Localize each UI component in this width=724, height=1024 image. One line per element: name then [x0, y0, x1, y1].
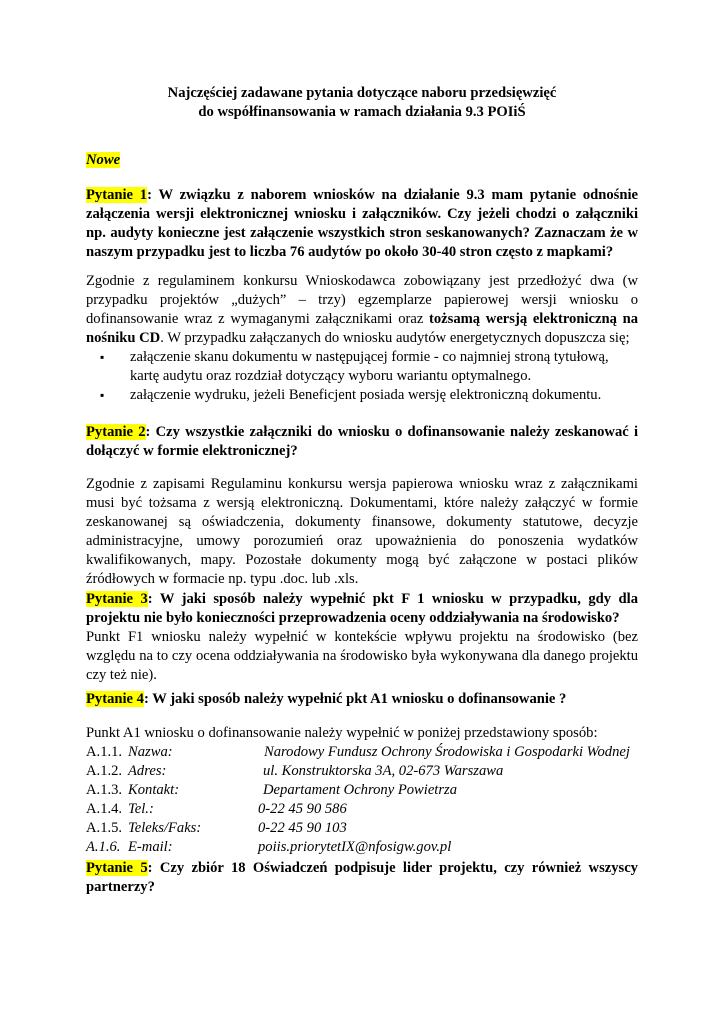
- question-4-text: W jaki sposób należy wypełnić pkt A1 wniosku o dofinansowanie ?: [152, 691, 567, 707]
- row-field: E-mail:: [128, 839, 173, 855]
- question-2-text: Czy wszystkie załączniki do wniosku o dofinansowanie należy zeskanować i dołączyć w formie elektronicznej?: [86, 424, 638, 459]
- answer-3: Punkt F1 wniosku należy wypełnić w kontekście wpływu projektu na środowisko (bez względu na to czy ocena oddziaływania na środowisko była wykonywana dla danego projektu czy też nie).: [86, 629, 638, 683]
- question-5-label: Pytanie 5: [86, 860, 148, 876]
- row-field: Tel.:: [128, 801, 154, 817]
- row-value: ul. Konstruktorska 3A, 02-673 Warszawa: [263, 763, 504, 779]
- question-2: Pytanie 2: Czy wszystkie załączniki do wniosku o dofinansowanie należy zeskanować i dołączyć w formie elektronicznej?: [86, 424, 638, 459]
- question-3-label: Pytanie 3: [86, 591, 148, 607]
- question-1: Pytanie 1: W związku z naborem wniosków na działanie 9.3 mam pytanie odnośnie załączenia wersji elektronicznej wniosku i załączników. Czy jeżeli chodzi o załączniki np. audyty konieczne jest załączenie wszystkich stron seskanowanych? Zaznaczam że w naszym przypadku jest to liczba 76 audytów po około 30-40 stron często z mapkami?: [86, 187, 638, 260]
- bullet-item: ▪ załączenie wydruku, jeżeli Beneficjent posiada wersję elektroniczną dokumentu.: [86, 386, 638, 405]
- answer-4: [86, 724, 638, 857]
- question-1-text: W związku z naborem wniosków na działanie 9.3 mam pytanie odnośnie załączenia wersji elektronicznej wniosku i załączników. Czy jeżeli chodzi o załączniki np. audyty konieczne jest załączenie wszystkich stron seskanowanych? Zaznaczam że w naszym przypadku jest to liczba 76 audytów po około 30-40 stron często z mapkami?: [86, 187, 638, 260]
- question-3: Pytanie 3: W jaki sposób należy wypełnić pkt F 1 wniosku w przypadku, gdy dla projektu nie było konieczności przeprowadzenia oceny oddziaływania na środowisko?: [86, 591, 639, 626]
- a1-row: [86, 743, 638, 762]
- question-4-label: Pytanie 4: [86, 691, 144, 707]
- answer-1-bold: tożsamą wersją elektroniczną na nośniku CD: [86, 311, 638, 346]
- row-number: A.1.6.: [86, 839, 121, 855]
- answer-4-intro: Punkt A1 wniosku o dofinansowanie należy wypełnić w poniżej przedstawiony sposób:: [86, 725, 598, 741]
- row-value: poiis.priorytetIX@nfosigw.gov.pl: [258, 839, 452, 855]
- row-number: A.1.1.: [86, 744, 123, 760]
- a1-row: [86, 762, 638, 781]
- row-number: A.1.2.: [86, 763, 123, 779]
- bullet-item: ▪ załączenie skanu dokumentu w następującej formie - co najmniej stroną tytułową, kartę audytu oraz rozdział dotyczący wyboru wariantu optymalnego.: [86, 348, 638, 386]
- row-field: Teleks/Faks:: [128, 820, 202, 836]
- question-2-label: Pytanie 2: [86, 424, 146, 440]
- answer-1-paragraph: [86, 272, 638, 348]
- question-3-text: W jaki sposób należy wypełnić pkt F 1 wniosku w przypadku, gdy dla projektu nie było konieczności przeprowadzenia oceny oddziaływania na środowisko?: [86, 591, 639, 626]
- a1-row: [86, 781, 638, 800]
- answer-1-bullets: [86, 348, 638, 405]
- answer-2: Zgodnie z zapisami Regulaminu konkursu wersja papierowa wniosku wraz z załącznikami musi być tożsama z wersją elektroniczną. Dokumentami, które należy załączyć w formie zeskanowanej są oświadczenia, dokumenty finansowe, dokumenty statutowe, decyzje administracyjne, umowy porozumień oraz upoważnienia do ponoszenia wydatków kwalifikowanych, mapy. Pozostałe dokumenty mogą być załączone w postaci plików źródłowych w formacie np. typu .doc. lub .xls.: [86, 476, 638, 587]
- row-value: Narodowy Fundusz Ochrony Środowiska i Gospodarki Wodnej: [264, 744, 630, 760]
- a1-row: [86, 800, 638, 819]
- question-5: Pytanie 5: Czy zbiór 18 Oświadczeń podpisuje lider projektu, czy również wszyscy partnerzy?: [86, 860, 638, 895]
- row-field: Nazwa:: [128, 744, 173, 760]
- row-field: Kontakt:: [128, 782, 180, 798]
- row-value: Departament Ochrony Powietrza: [263, 782, 458, 798]
- row-field: Adres:: [128, 763, 167, 779]
- answer-1-part2: . W przypadku załączanych do wniosku audytów energetycznych dopuszcza się;: [160, 330, 630, 346]
- question-1-label: Pytanie 1: [86, 187, 148, 203]
- row-value: 0-22 45 90 586: [258, 801, 347, 817]
- row-number: A.1.3.: [86, 782, 123, 798]
- title-line-2: do współfinansowania w ramach działania 9.3 POIiŚ: [198, 104, 526, 120]
- section-label-text: Nowe: [86, 152, 121, 168]
- section-label: [86, 151, 638, 170]
- question-5-text: Czy zbiór 18 Oświadczeń podpisuje lider projektu, czy również wszyscy partnerzy?: [86, 860, 638, 895]
- answer-1: [86, 272, 638, 405]
- title-line-1: Najczęściej zadawane pytania dotyczące naboru przedsięwzięć: [167, 85, 557, 101]
- a1-row: [86, 819, 638, 838]
- document-title: [86, 84, 638, 122]
- row-number: A.1.5.: [86, 820, 123, 836]
- a1-row: [86, 838, 638, 857]
- question-4: Pytanie 4: W jaki sposób należy wypełnić pkt A1 wniosku o dofinansowanie ?: [86, 691, 567, 707]
- row-number: A.1.4.: [86, 801, 123, 817]
- answer-1-part1: Zgodnie z regulaminem konkursu Wnioskodawca zobowiązany jest przedłożyć dwa (w przypadku projektów „dużych” – trzy) egzemplarze papierowej wersji wniosku o dofinansowanie wraz z wymaganymi załącznikami oraz: [86, 273, 638, 327]
- row-value: 0-22 45 90 103: [258, 820, 347, 836]
